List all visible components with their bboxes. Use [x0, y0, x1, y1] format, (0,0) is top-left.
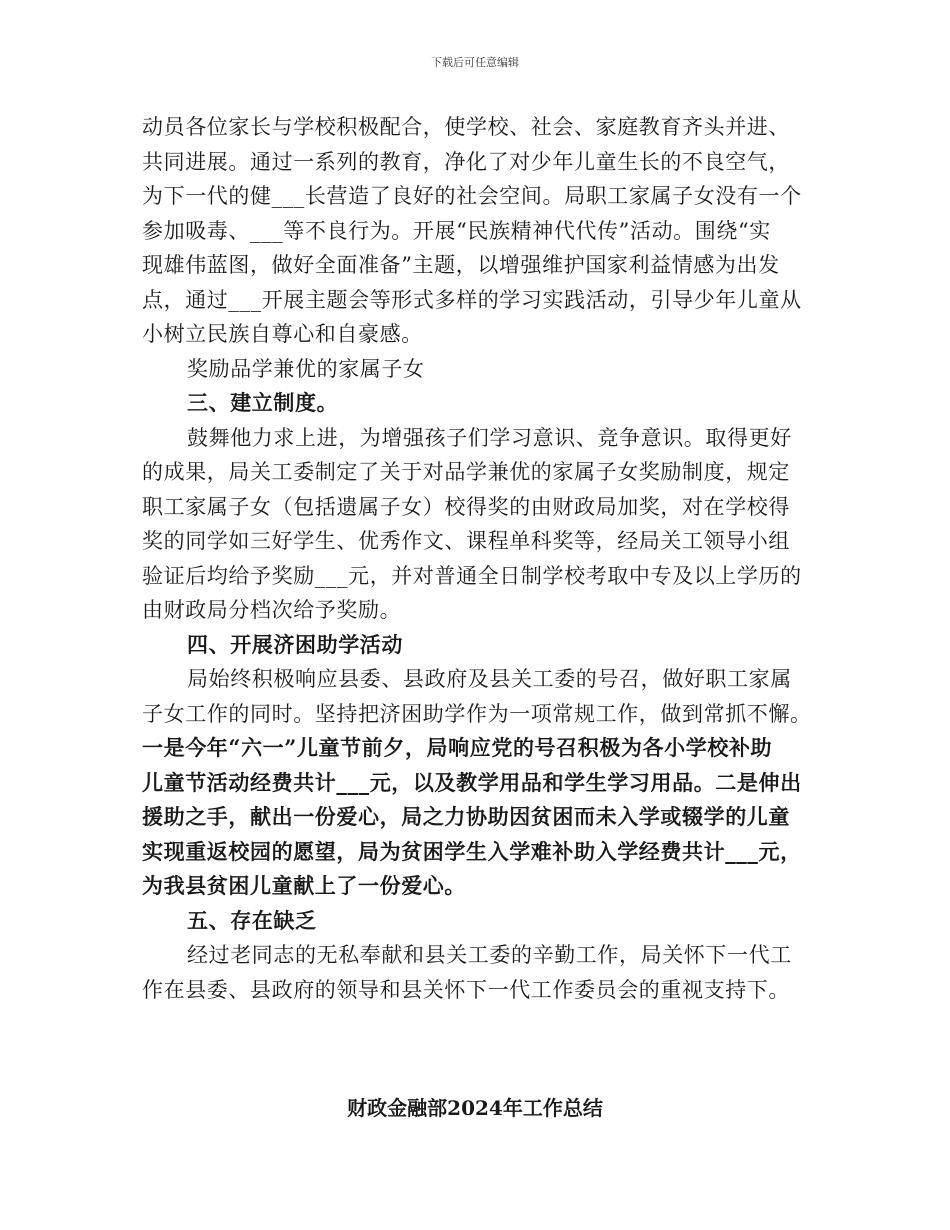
- text-line: 经过老同志的无私奉献和县关工委的辛勤工作，局关怀下一代工: [187, 943, 792, 967]
- text-line: 实现重返校园的愿望，局为贫困学生入学难补助入学经费共计___元，: [142, 838, 802, 864]
- text-line: 子女工作的同时。坚持把济困助学作为一项常规工作，做到常抓不懈。: [142, 701, 812, 726]
- text-line: 小树立民族自尊心和自豪感。: [142, 322, 423, 346]
- text-line: 为我县贫困儿童献上了一份爱心。: [142, 873, 466, 898]
- text-line: 职工家属子女（包括遗属子女）校得奖的由财政局加奖，对在学校得: [142, 494, 790, 519]
- text-line: 为下一代的健___长营造了良好的社会空间。局职工家属子女没有一个: [142, 184, 802, 208]
- text-line: 作在县委、县政府的领导和县关怀下一代工作委员会的重视支持下。: [142, 977, 790, 1002]
- text-line: 的成果，局关工委制定了关于对品学兼优的家属子女奖励制度，规定: [142, 460, 790, 484]
- text-line: 点，通过___开展主题会等形式多样的学习实践活动，引导少年儿童从: [142, 287, 802, 312]
- text-line: 奖励品学兼优的家属子女: [187, 356, 425, 381]
- text-line: 参加吸毒、___等不良行为。开展“民族精神代代传”活动。围绕“实: [142, 218, 771, 243]
- text-line: 三、建立制度。: [187, 390, 339, 415]
- text-line: 动员各位家长与学校积极配合，使学校、社会、家庭教育齐头并进、: [142, 115, 790, 139]
- text-line: 四、开展济困助学活动: [187, 631, 403, 657]
- next-section-title: 财政金融部2024年工作总结: [347, 1096, 603, 1120]
- document-body: [142, 110, 810, 1007]
- text-line: 奖的同学如三好学生、优秀作文、课程单科奖等，经局关工领导小组: [142, 529, 790, 553]
- text-line: 鼓舞他力求上进，为增强孩子们学习意识、竞争意识。取得更好: [187, 425, 792, 450]
- page-header: 下载后可任意编辑: [431, 56, 519, 69]
- text-line: 援助之手，献出一份爱心，局之力协助因贫困而未入学或辍学的儿童: [142, 804, 790, 829]
- text-line: 由财政局分档次给予奖励。: [142, 598, 402, 622]
- text-line: 五、存在缺乏: [187, 907, 317, 933]
- text-line: 验证后均给予奖励___元，并对普通全日制学校考取中专及以上学历的: [142, 563, 802, 588]
- text-line: 儿童节活动经费共计___元，以及教学用品和学生学习用品。二是伸出: [142, 769, 802, 795]
- text-line: 一是今年“六一”儿童节前夕，局响应党的号召积极为各小学校补助: [142, 735, 773, 760]
- text-line: 共同进展。通过一系列的教育，净化了对少年儿童生长的不良空气，: [142, 149, 790, 174]
- text-line: 现雄伟蓝图，做好全面准备”主题，以增强维护国家利益情感为出发: [142, 253, 780, 277]
- text-line: 局始终积极响应县委、县政府及县关工委的号召，做好职工家属: [187, 667, 792, 691]
